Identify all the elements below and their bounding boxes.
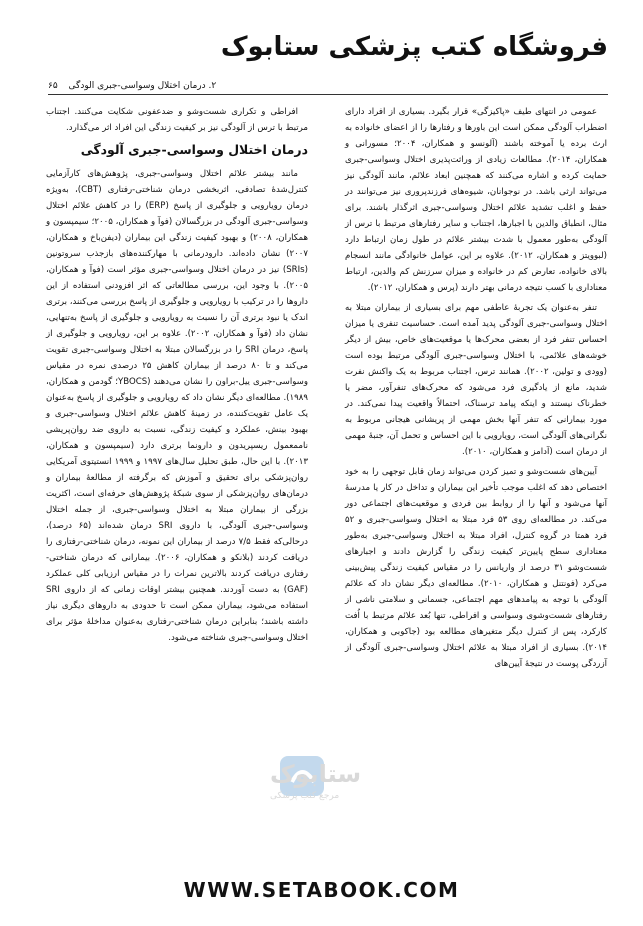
watermark-tagline: مرجع کتب پزشکی [270,791,340,801]
watermark-logo-text: ستابوک [270,760,362,788]
footer-url: WWW.SETABOOK.COM [183,878,460,902]
running-head-title: ۲. درمان اختلال وسواسی-جبری الودگی [68,81,217,91]
right-column [345,104,607,784]
paragraph: تنفر به‌عنوان یک تجربهٔ عاطفی مهم برای بسیاری از بیماران مبتلا به اختلال وسواسی-جبری آلودگی پدید آمده است. حساسیت تنفری یا میزان احساس تنفر فرد از بعضی محرک‌ها یا موقعیت‌های خاص، بیش از دیگر خوشه‌های علائمی، با اختلال وسواسی-جبری آلودگی مرتبط بوده است (وودی و تولین، ۲۰۰۲). همانند ترس، اجتناب مربوط به یک واکنش نفرت شدید، مانع از یادگیری فرد می‌شود که محرک‌های تنفرآور، مضر یا خطرناک نیستند و اینکه پیامد ترسناک، احتمالاً واقعیت پیدا نمی‌کند. در مورد بیمارانی که تنفر آنها بخش مهمی از پریشانی هیجانی مربوط به نگرانی‌های آلودگی است، رویارویی با این احساس و تحمل آن، جنبهٔ مهمی از درمان است (آدامز و همکاران، ۲۰۱۰). [345,303,607,457]
paragraph: افراطی و تکراری شست‌وشو و ضدعفونی شکایت می‌کنند. اجتناب مرتبط با ترس از آلودگی نیز بر کیفیت زندگی این افراد اثر می‌گذارد. [46,107,308,133]
paragraph: مانند بیشتر علائم اختلال وسواسی-جبری، پژوهش‌های کارآزمایی کنترل‌شدهٔ تصادفی، اثربخشی درمان شناختی-رفتاری (CBT)، به‌ویژه درمان رویارویی و جلوگیری از پاسخ (ERP) را در کاهش علائم اختلال وسواسی-جبری آلودگی در بزرگسالان (فوآ و همکاران، ۲۰۰۵؛ سیمپسون و همکاران، ۲۰۰۸) و بهبود کیفیت زندگی این بیماران (دیفن‌باخ و همکاران، ۲۰۰۷) نشان داده‌اند. دارودرمانی با مهارکننده‌های بازجذب سروتونین (SRIs) نیز در درمان اختلال وسواسی-جبری مؤثر است (فوآ و همکاران، ۲۰۰۵). با وجود این، بررسی مطالعاتی که اثر افزودنی استفاده از این داروها را در ترکیب با رویارویی و جلوگیری از پاسخ بررسی می‌کنند، برتری اندک یا نبود برتری آن را نسبت به رویارویی و جلوگیری از پاسخ به‌تنهایی، نشان داد (فوآ و همکاران، ۲۰۰۲). علاوه بر این، رویارویی و جلوگیری از پاسخ، درمان SRI را در بزرگسالان مبتلا به اختلال وسواسی-جبری تقویت می‌کند و تا ۸۰ درصد از بیماران کاهش ۲۵ درصدی نمره در مقیاس وسواسی-جبری ییل-براون را نشان می‌دهند (YBOCS؛ گودمن و همکاران، ۱۹۸۹). مطالعه‌ای دیگر نشان داد که رویارویی و جلوگیری از پاسخ به‌عنوان یک عامل تقویت‌کننده، در زمینهٔ کاهش علائم اختلال وسواسی-جبری و بهبود بینش، عملکرد و کیفیت زندگی، نسبت به داروی ضد روان‌پریشی ناممعمول ریسپریدون و دارونما برتری دارد (سیمپسون و همکاران، ۲۰۱۳). با این حال، طبق تحلیل سال‌های ۱۹۹۷ و ۱۹۹۹ انستیتوی آمریکایی روان‌پزشکی برای تحقیق و آموزش که برگرفته از مطالعهٔ بیماران و درمان‌های روان‌پزشکی از سوی شبکهٔ پژوهش‌های حرفه‌ای است، اکثریت بزرگی از بیماران مبتلا به اختلال وسواسی-جبری، از جمله اختلال وسواسی-جبری آلودگی، با داروی SRI درمان شده‌اند (۶۵ درصد)، درحالی‌که فقط ۷/۵ درصد از بیماران این نمونه، درمان شناختی-رفتاری را دریافت کردند (بلانکو و همکاران، ۲۰۰۶). بیمارانی که درمان شناختی-رفتاری دریافت کردند بالاترین نمرات را در مقیاس ارزیابی کلی عملکرد (GAF) به دست آوردند. همچنین بیشتر اوقات زمانی که از داروی SRI استفاده می‌شود، بیماران ممکن است تا حدودی به داروهای دیگری نیاز داشته باشند؛ بنابراین درمان شناختی-رفتاری به‌عنوان مداخلهٔ مؤثر برای اختلال وسواسی-جبری شناخته می‌شود. [46,169,309,643]
setabook-watermark-logo [110,752,362,802]
section-heading: درمان اختلال وسواسی-جبری آلودگی [80,142,308,157]
page-header [48,32,608,95]
store-title: فروشگاه کتب پزشکی ستابوک [220,32,608,62]
running-head [48,81,216,91]
left-column [46,104,308,784]
paragraph: عمومی در انتهای طیف «پاکیزگی» قرار بگیرد. بسیاری از افراد دارای اضطراب آلودگی ممکن است این باورها و رفتارها را از اعضای خانواده به ارث برده یا آموخته باشند (آلونسو و همکاران، ۲۰۰۴؛ مسورانی و همکاران، ۲۰۱۴). مطالعات زیادی از وراثت‌پذیری اختلال وسواسی-جبری حمایت کرده و اشاره می‌کنند که همچنین ابعاد علائم، مانند آلودگی نیز می‌تواند ارثی باشد. در نوجوانان، شیوه‌های فرزندپروری نیز می‌توانند در حفظ و اغلب تشدید علائم اختلال وسواسی-جبری اثرگذار باشند. برای مثال، انطباق والدین با اجبارها، اجتناب و سایر رفتارهای مرتبط با ترس از آلودگی به‌طور معمول با شدت بیشتر علائم در طول زمان ارتباط دارد (لبوویتز و همکاران، ۲۰۱۲). علاوه بر این، عوامل خانوادگی مانند انسجام بالای خانواده، تعارض کم در خانواده و میزان سرزنش کم والدین، ارتباط معناداری با کسب نتیجه درمانی بهتر دارند (پرس و همکاران، ۲۰۱۲). [345,107,608,293]
page-number: ۶۵ [48,81,58,91]
paragraph: آیین‌های شست‌وشو و تمیز کردن می‌تواند زمان قابل توجهی را به خود اختصاص دهد که اغلب موجب تأخیر این بیماران و تداخل در کار یا مدرسهٔ آنها می‌شود و آنها را از روابط بین فردی و موقعیت‌های اجتماعی دور می‌کند. در مطالعه‌ای روی ۵۳ فرد مبتلا به اختلال وسواسی-جبری و ۵۲ فرد همتا در گروه کنترل، افراد مبتلا به اختلال وسواسی-جبری به‌طور معناداری سطح پایین‌تر کیفیت زندگی را گزارش دادند و اجبارهای شست‌وشو ۳۱ درصد از واریانس را در مقیاس کیفیت زندگی پیش‌بینی می‌کرد (فونتنل و همکاران، ۲۰۱۰). مطالعه‌ای دیگر نشان داد که علائم آلودگی با توجه به پیامدهای مهم اجتماعی، جسمانی و سلامتی ناشی از رفتارهای شست‌وشوی وسواسی و افراطی، تنها بُعد علائم مرتبط با اُفت کارکرد، پس از کنترل دیگر متغیرهای مطالعه بود (جاکوبی و همکاران، ۲۰۱۴). بسیاری از افراد مبتلا به علائم اختلال وسواسی-جبری آلودگی از آزردگی پوست در نتیجهٔ آیین‌های [345,467,607,669]
